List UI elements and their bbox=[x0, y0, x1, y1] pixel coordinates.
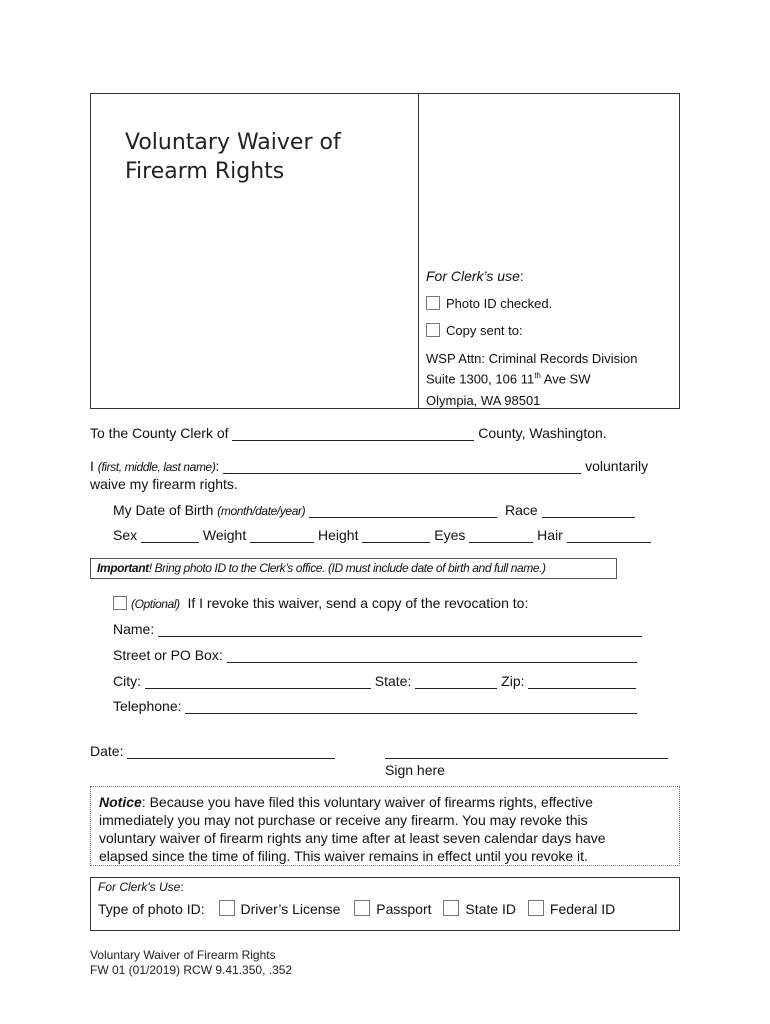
height-field[interactable] bbox=[362, 528, 430, 543]
county-field[interactable] bbox=[232, 426, 474, 441]
copy-sent-row: Copy sent to: bbox=[426, 323, 523, 338]
clerk-use-header: For Clerk’s use: bbox=[426, 268, 524, 284]
passport-option: Passport bbox=[354, 901, 431, 917]
federal-id-checkbox[interactable] bbox=[528, 900, 544, 916]
revocation-row: (Optional) If I revoke this waiver, send a copy of the revocation to: bbox=[113, 595, 528, 611]
physical-row: Sex Weight Height Eyes Hair bbox=[113, 527, 651, 543]
optional-revocation-checkbox[interactable] bbox=[113, 596, 127, 610]
wsp-address: WSP Attn: Criminal Records Division Suite 1300, 106 11th Ave SW bbox=[426, 351, 638, 387]
header-divider bbox=[418, 93, 419, 409]
federal-id-option: Federal ID bbox=[528, 901, 615, 917]
hair-field[interactable] bbox=[567, 528, 651, 543]
state-id-checkbox[interactable] bbox=[443, 900, 459, 916]
date-field[interactable] bbox=[127, 744, 335, 759]
signature-line[interactable] bbox=[385, 758, 668, 759]
notice-box: Notice: Because you have filed this voluntary waiver of firearms rights, effective immediately you may not purchase or receive any firearm. You may revoke this voluntary waiver of firearm rights any time after at least seven calendar days have elapsed since the time of filing. This waiver remains in effect until you revoke it. bbox=[90, 786, 680, 866]
copy-sent-checkbox[interactable] bbox=[426, 323, 440, 337]
sign-here-label: Sign here bbox=[385, 762, 445, 778]
name-row: I (first, middle, last name): voluntarily bbox=[90, 458, 649, 474]
revocation-street-row: Street or PO Box: bbox=[113, 647, 637, 663]
revocation-telephone-field[interactable] bbox=[185, 699, 637, 714]
revocation-name-row: Name: bbox=[113, 621, 642, 637]
race-field[interactable] bbox=[542, 503, 635, 518]
revocation-name-field[interactable] bbox=[158, 622, 642, 637]
revocation-street-field[interactable] bbox=[227, 648, 637, 663]
passport-checkbox[interactable] bbox=[354, 900, 370, 916]
to-clerk-row: To the County Clerk of County, Washington. bbox=[90, 425, 607, 441]
clerk-use-label: For Clerk's Use: bbox=[98, 880, 184, 894]
form-title: Voluntary Waiver of Firearm Rights bbox=[125, 130, 341, 184]
dob-field[interactable] bbox=[309, 503, 497, 518]
waive-text: waive my firearm rights. bbox=[90, 476, 238, 492]
full-name-field[interactable] bbox=[223, 459, 581, 474]
photo-id-type-row: Type of photo ID: Driver’s License Passport State ID Federal ID bbox=[98, 901, 616, 917]
eyes-field[interactable] bbox=[469, 528, 533, 543]
drivers-license-checkbox[interactable] bbox=[219, 900, 235, 916]
wsp-city: Olympia, WA 98501 bbox=[426, 393, 541, 408]
sex-field[interactable] bbox=[141, 528, 199, 543]
date-row: Date: bbox=[90, 743, 335, 759]
revocation-city-field[interactable] bbox=[145, 674, 371, 689]
drivers-license-option: Driver’s License bbox=[219, 901, 341, 917]
revocation-city-row: City: State: Zip: bbox=[113, 673, 636, 689]
state-id-option: State ID bbox=[443, 901, 516, 917]
important-box: Important! Bring photo ID to the Clerk’s office. (ID must include date of birth and full name.) bbox=[90, 558, 617, 579]
photo-id-checked-checkbox[interactable] bbox=[426, 296, 440, 310]
dob-row: My Date of Birth (month/date/year) Race bbox=[113, 502, 635, 518]
revocation-state-field[interactable] bbox=[415, 674, 497, 689]
revocation-zip-field[interactable] bbox=[528, 674, 636, 689]
footer: Voluntary Waiver of Firearm Rights FW 01 (01/2019) RCW 9.41.350, .352 bbox=[90, 948, 293, 977]
weight-field[interactable] bbox=[250, 528, 314, 543]
revocation-telephone-row: Telephone: bbox=[113, 698, 637, 714]
photo-id-checked-row: Photo ID checked. bbox=[426, 296, 552, 311]
